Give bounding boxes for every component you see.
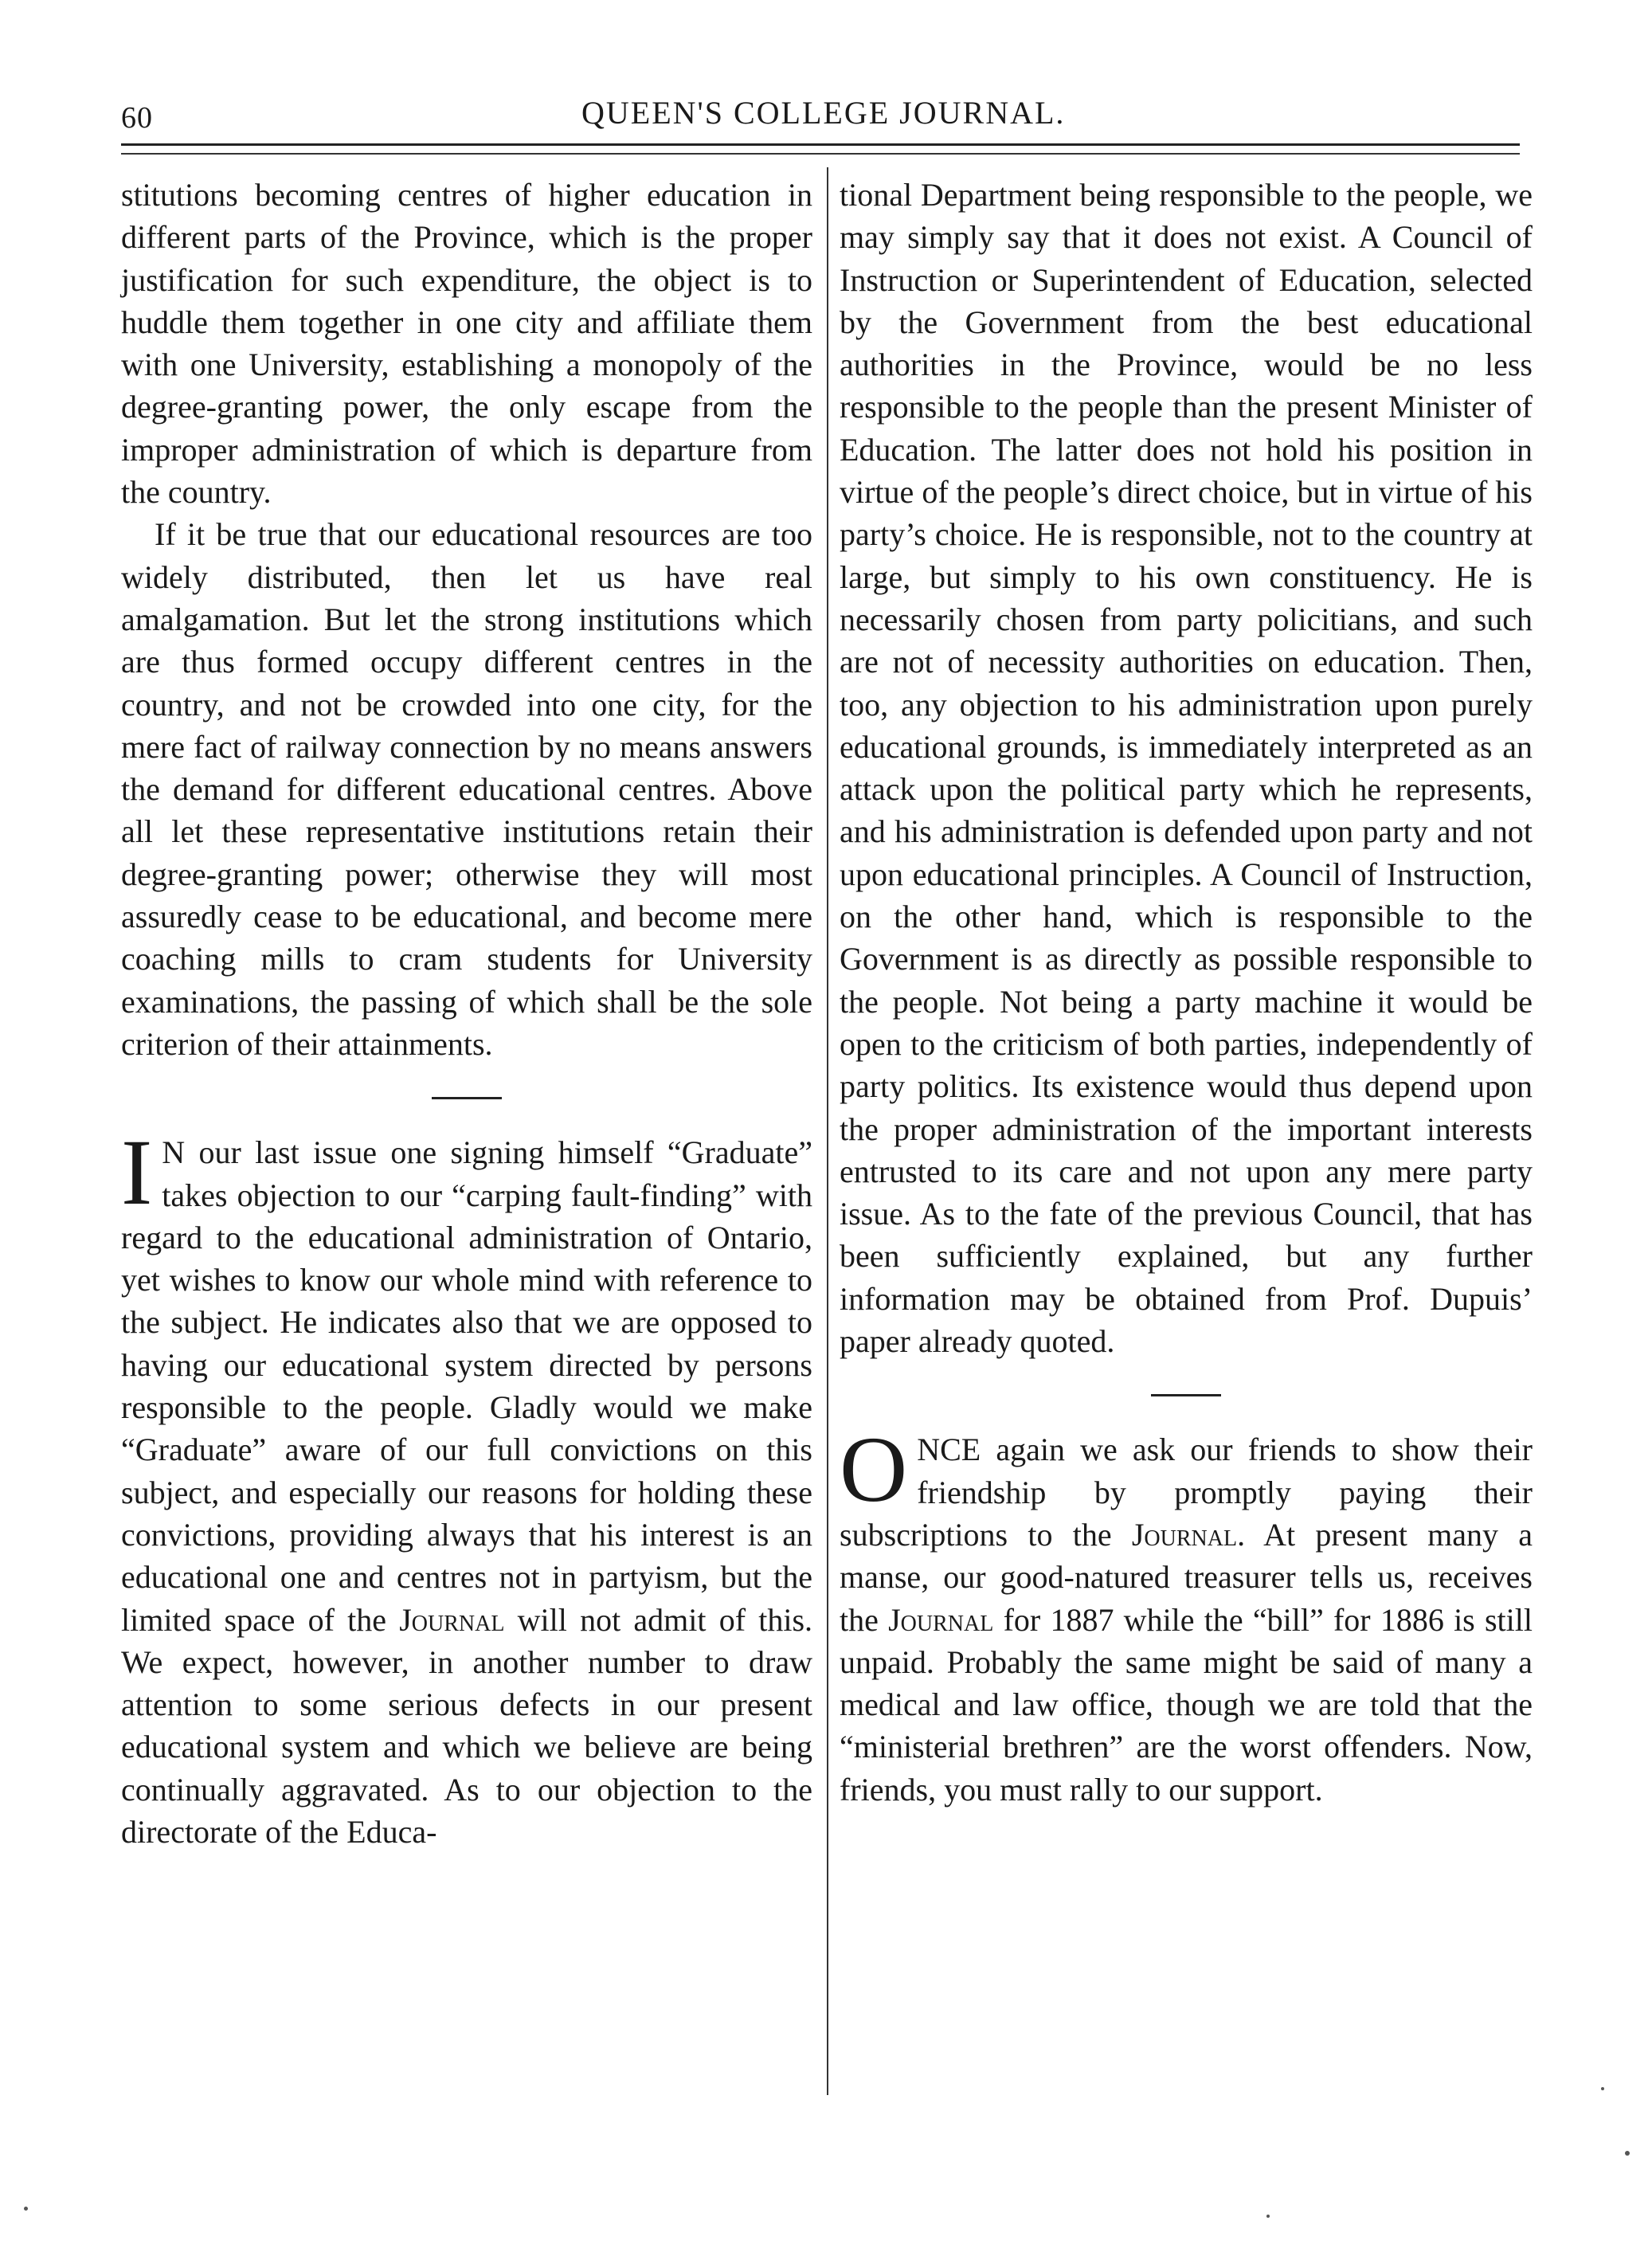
paragraph-text: N our last issue one signing himself “Graduate” takes objection to our “carping fault-finding” with regard to the educational administration of Ontario, yet wishes to know our whole mind with reference to the subject. He indicates also that we are opposed to having our educational system directed by persons responsible to the people. Gladly would we make “Graduate” aware of our full convictions on this subject, and especially our reasons for holding these convictions, providing always that his interest is an educational one and centres not in partyism, but the limited space of the (121, 1134, 812, 1638)
header-rule-top (121, 143, 1520, 146)
scan-speck (1601, 2087, 1604, 2090)
paragraph-council: tional Department being responsible to the people, we may simply say that it does not exist. A Council of Instruction or Superintendent of Education, selected by the Government from the best educational authorities in the Province, would be no less responsible to the people than the present Minister of Education. The latter does not hold his position in virtue of the people’s direct choice, but in virtue of his party’s choice. He is responsible, not to the country at large, but simply to his own constituency. He is necessarily chosen from party policitians, and such are not of necessity authorities on education. Then, too, any objection to his administration upon purely educational grounds, is immediately interpreted as an attack upon the political party which he represents, and his administration is defended upon party and not upon educational principles. A Council of Instruction, on the other hand, which is responsible to the Government is as directly as possible responsible to the people. Not being a party machine it would be open to the criticism of both parties, independently of party politics. Its existence would thus depend upon the proper administration of the important interests entrusted to its care and not upon any mere party issue. As to the fate of the previous Council, that has been sufficiently explained, but any further information may be obtained from Prof. Dupuis’ paper already quoted. (840, 177, 1533, 1360)
section-divider (432, 1097, 502, 1099)
scan-speck (1625, 2151, 1630, 2156)
paragraph-graduate (121, 1120, 813, 1853)
paragraph-text: . At present many a manse, our good-natured treasurer tells us, receives the (840, 1516, 1533, 1638)
paragraph-subscriptions (840, 1417, 1533, 1811)
journal-name: Journal (1131, 1516, 1238, 1553)
paragraph-text: for 1887 while the “bill” for 1886 is still unpaid. Probably the same might be said of many a medical and law office, though we are told that the “ministerial brethren” are the worst offenders. Now, friends, you must rally to our support. (840, 1601, 1533, 1808)
drop-cap: I (121, 1120, 153, 1225)
left-column (121, 174, 812, 1853)
scan-speck (24, 2207, 28, 2211)
journal-name: Journal (888, 1601, 994, 1638)
paragraph-text: NCE again we ask our friends to show their friendship by promptly paying their subscriptions to the (840, 1432, 1533, 1553)
page-number: 60 (121, 101, 153, 135)
scan-speck (1266, 2215, 1270, 2218)
column-divider (827, 167, 828, 2095)
running-head: QUEEN'S COLLEGE JOURNAL. (581, 95, 1066, 131)
header-rule-bottom (121, 153, 1520, 155)
drop-cap: O (840, 1417, 908, 1522)
journal-name: Journal (399, 1601, 505, 1638)
paragraph-amalgamation: If it be true that our educational resources are too widely distributed, then let us have real amalgamation. But let the strong institutions which are thus formed occupy different centres in the country, and not be crowded into one city, for the mere fact of railway connection by no means answers the demand for different educational centres. Above all let these representative institutions retain their degree-granting power; otherwise they will most assuredly cease to be educational, and become mere coaching mills to cram students for University examinations, the passing of which shall be the sole criterion of their attainments. (121, 516, 812, 1062)
right-column (840, 174, 1533, 1811)
paragraph-continuation: stitutions becoming centres of higher education in different parts of the Province, which is the proper justification for such expenditure, the object is to huddle them together in one city and affiliate them with one University, establishing a monopoly of the degree-granting power, the only escape from the improper administration of which is departure from the country. (121, 177, 812, 511)
paragraph-text: will not admit of this. We expect, however, in another number to draw attention to some serious defects in our present educational system and which we believe are being continually aggravated. As to our objection to the directorate of the Educa- (121, 1601, 813, 1850)
section-divider (1151, 1394, 1221, 1396)
